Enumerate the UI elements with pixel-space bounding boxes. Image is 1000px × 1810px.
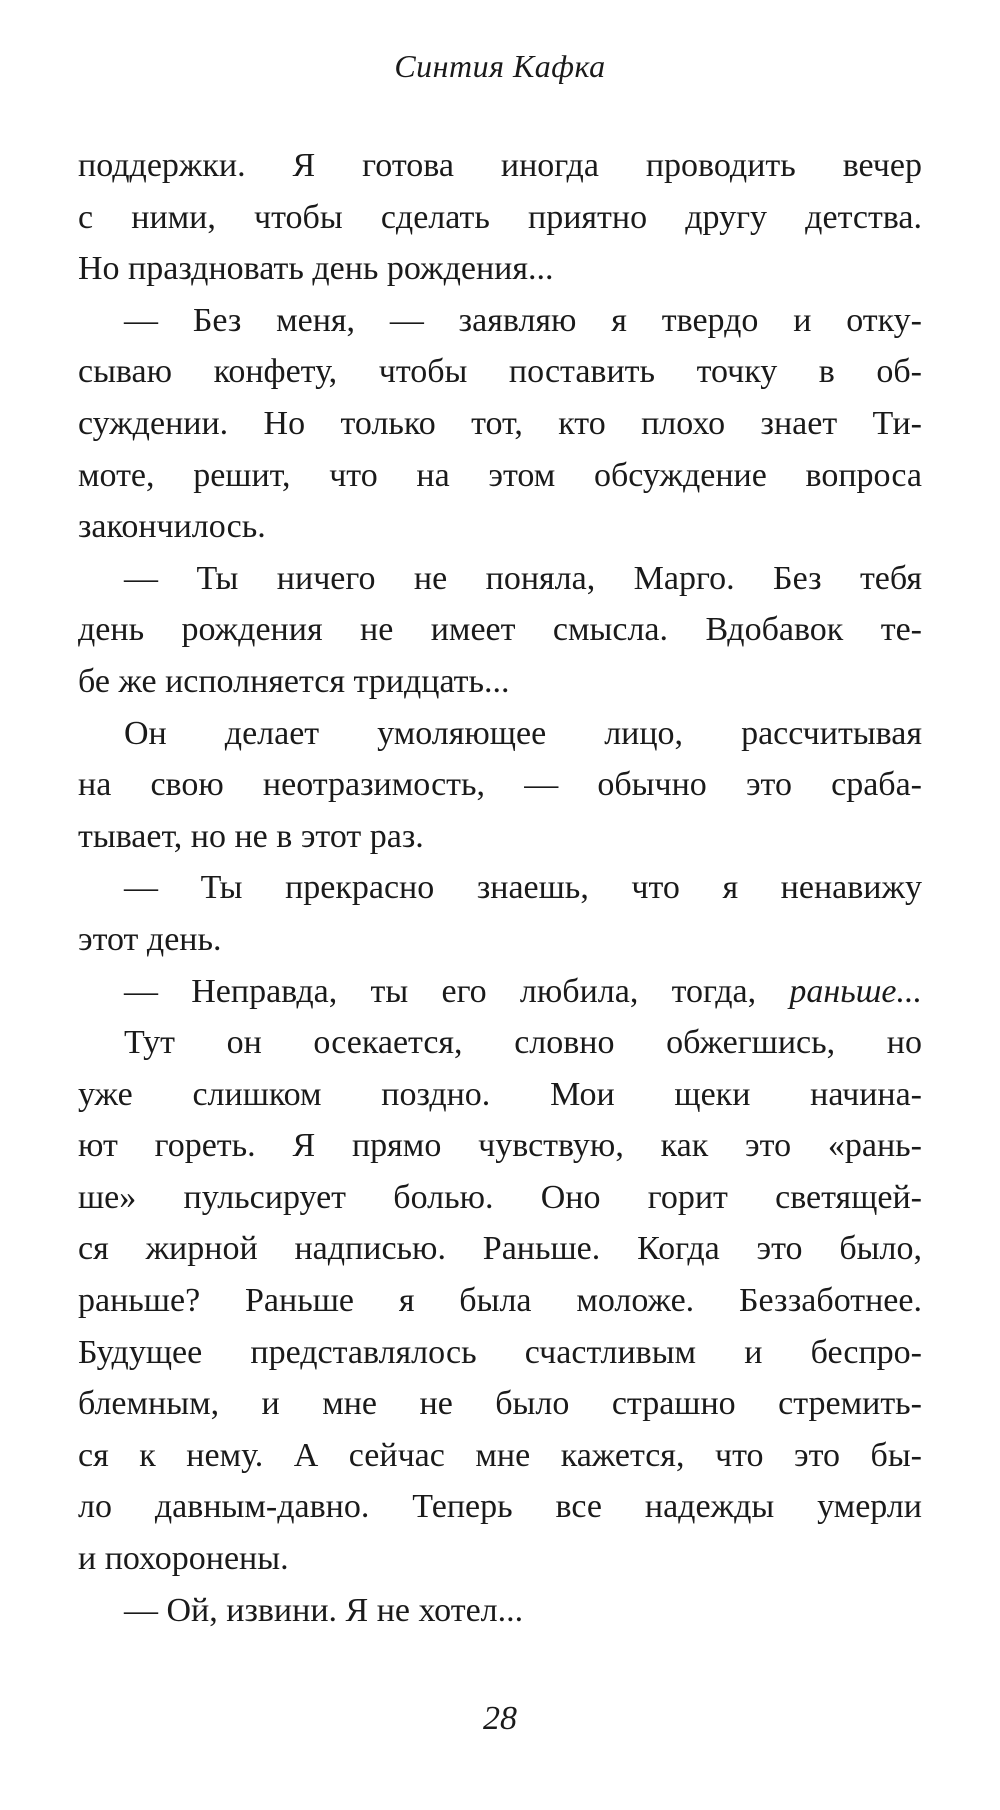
text-line: ют гореть. Я прямо чувствую, как это «рань-: [78, 1127, 922, 1165]
text-line: уже слишком поздно. Мои щеки начина-: [78, 1075, 922, 1113]
text-line: — Ой, извини. Я не хотел...: [124, 1591, 524, 1629]
text-line-roman: — Неправда, ты его любила, тогда,: [124, 972, 790, 1010]
text-line-italic: раньше...: [789, 972, 922, 1010]
text-line: ше» пульсирует болью. Оно горит светящей-: [78, 1178, 922, 1216]
text-line: — Ты ничего не поняла, Марго. Без тебя: [124, 559, 922, 597]
text-line: — Ты прекрасно знаешь, что я ненавижу: [124, 869, 922, 907]
text-line: суждении. Но только тот, кто плохо знает Ти-: [78, 404, 922, 442]
text-line: — Без меня, — заявляю я твердо и отку-: [124, 301, 922, 339]
text-line: Но праздновать день рождения...: [78, 250, 554, 288]
text-line: этот день.: [78, 920, 222, 958]
text-line: блемным, и мне не было страшно стремить-: [78, 1385, 922, 1423]
text-line: ся к нему. А сейчас мне кажется, что это бы-: [78, 1436, 922, 1474]
text-line: на свою неотразимость, — обычно это сраба-: [78, 766, 922, 804]
running-head-author: Синтия Кафка: [394, 48, 606, 84]
text-line: ся жирной надписью. Раньше. Когда это было,: [78, 1230, 922, 1268]
text-line: сываю конфету, чтобы поставить точку в об-: [78, 353, 922, 391]
text-line: ло давным-давно. Теперь все надежды умерли: [78, 1488, 922, 1526]
text-line: Тут он осекается, словно обжегшись, но: [124, 1024, 922, 1062]
body-text: [78, 140, 922, 1636]
text-line: тывает, но не в этот раз.: [78, 817, 424, 855]
text-line: раньше? Раньше я была моложе. Беззаботнее.: [78, 1282, 922, 1320]
text-line: Будущее представлялось счастливым и беспро-: [78, 1333, 922, 1371]
text-line: Он делает умоляющее лицо, рассчитывая: [124, 714, 922, 752]
text-line: с ними, чтобы сделать приятно другу детства.: [78, 198, 922, 236]
text-line: и похоронены.: [78, 1540, 289, 1578]
text-line: закончилось.: [78, 508, 266, 546]
text-line: бе же исполняется тридцать...: [78, 662, 510, 700]
text-line: день рождения не имеет смысла. Вдобавок те-: [78, 611, 922, 649]
text-line: поддержки. Я готова иногда проводить вечер: [78, 147, 922, 184]
text-line: [78, 966, 922, 1018]
text-line: моте, решит, что на этом обсуждение вопроса: [78, 456, 922, 494]
page-number: 28: [483, 1700, 517, 1737]
